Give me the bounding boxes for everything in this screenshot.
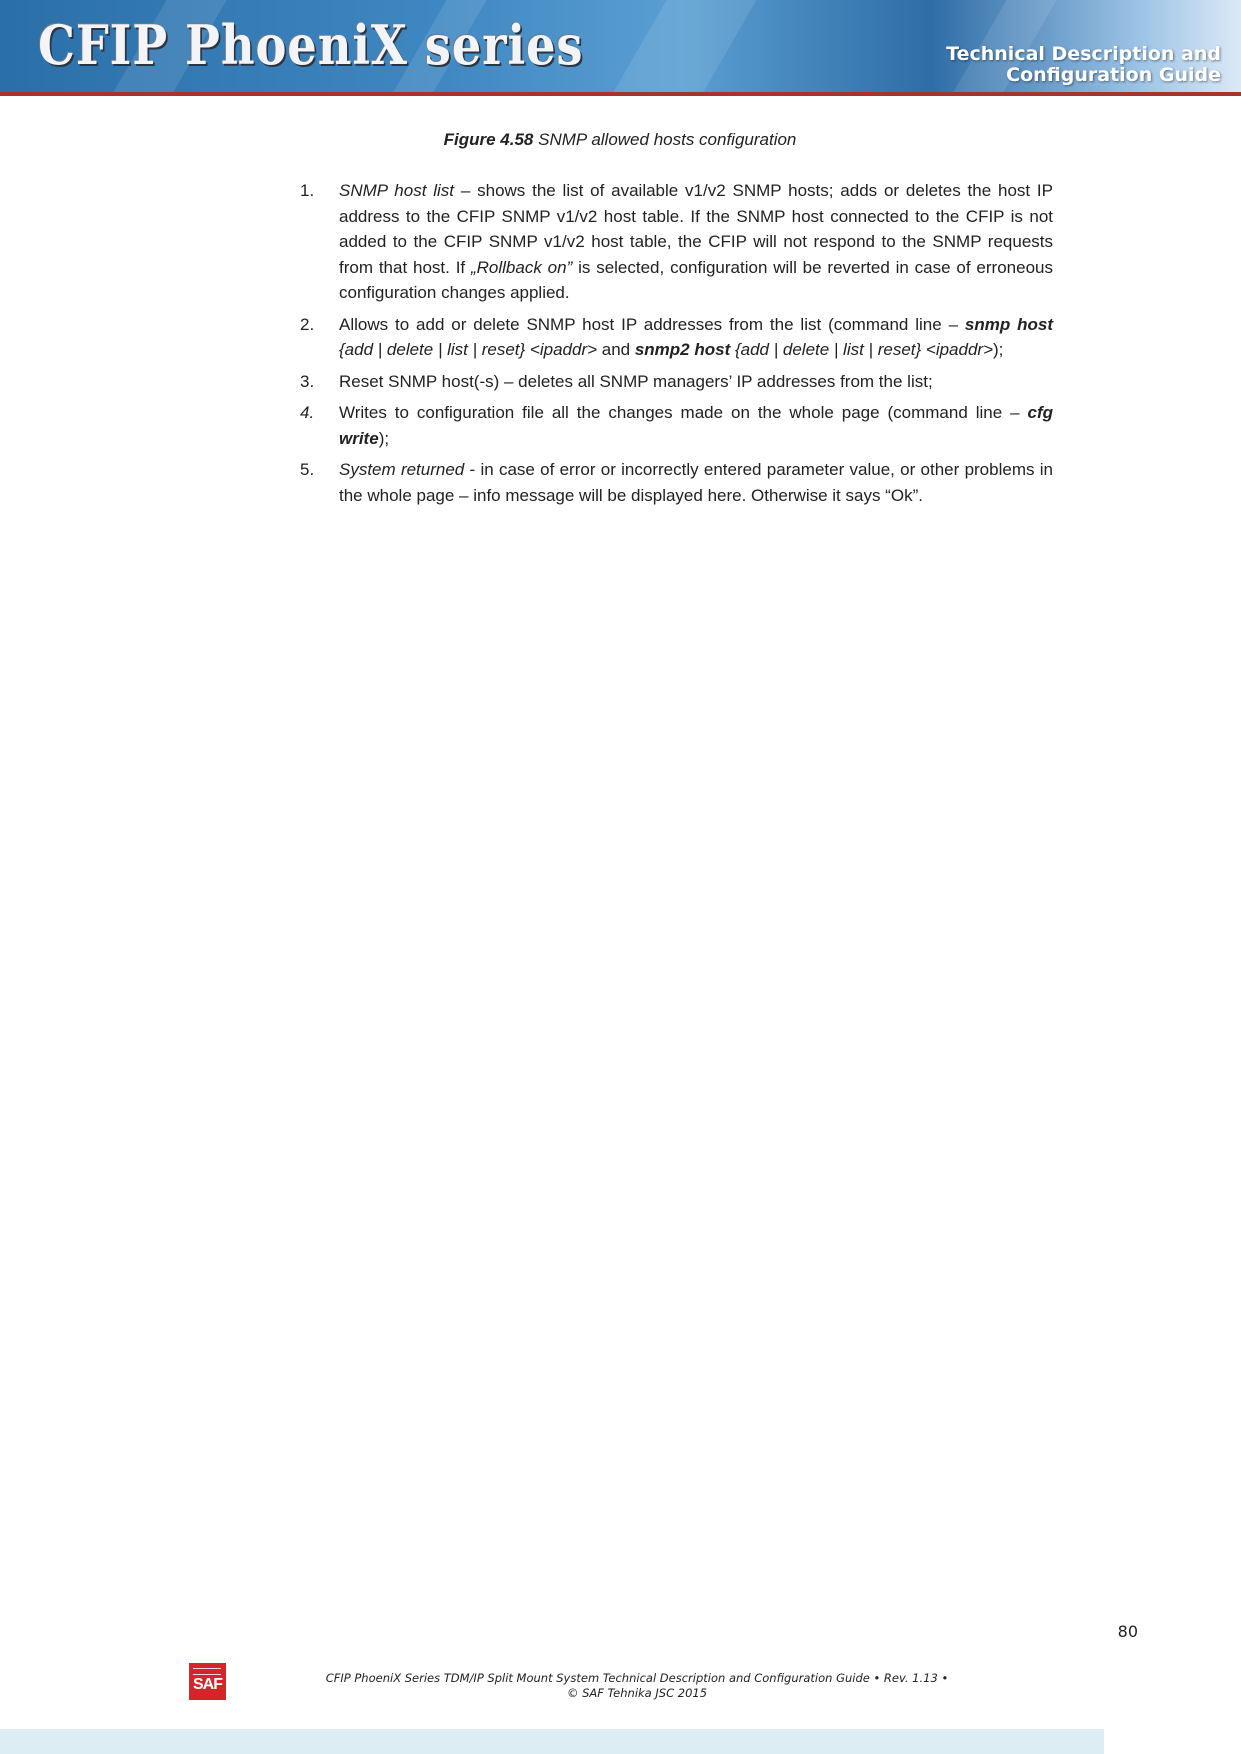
series-title: CFIP PhoeniX series: [38, 13, 584, 77]
description-list: [300, 178, 1053, 514]
item-text: - in case of error or incorrectly entered parameter value, or other problems in the whole page – info message will be displayed here. Otherwise it says “Ok”.: [339, 460, 1053, 505]
item-text: – shows the list of available v1/v2 SNMP hosts; adds or deletes the host IP address to the CFIP SNMP v1/v2 host table. If the SNMP host connected to the CFIP is not added to the CFIP SNMP v1/v2 host table, the CFIP will not respond to the SNMP requests from that host. If: [339, 181, 1053, 277]
command-args: {add | delete | list | reset} <ipaddr>: [339, 340, 598, 359]
item-text: Writes to configuration file all the changes made on the whole page (command line –: [339, 403, 1028, 422]
figure-caption-text: SNMP allowed hosts configuration: [538, 130, 797, 149]
guide-title-line2: Configuration Guide: [1006, 64, 1221, 86]
rollback-quote: „Rollback on”: [470, 257, 573, 277]
item-text: Allows to add or delete SNMP host IP addresses from the list (command line –: [339, 314, 965, 334]
item-text: );: [993, 340, 1004, 359]
command-cfg-write: cfg write: [339, 403, 1053, 448]
footer-band: [0, 1729, 1104, 1754]
footer-text: [270, 1671, 1004, 1701]
term-snmp-host-list: SNMP host list: [339, 181, 455, 200]
list-number: 5.: [300, 460, 315, 479]
saf-logo: [189, 1663, 226, 1700]
list-number: 4.: [300, 403, 315, 422]
page-header: [0, 0, 1241, 92]
footer-line1: CFIP PhoeniX Series TDM/IP Split Mount System Technical Description and Configuration Guide • Rev. 1.13 •: [325, 1671, 949, 1685]
item-text: Reset SNMP host(-s) – deletes all SNMP managers’ IP addresses from the list;: [339, 371, 933, 391]
term-system-returned: System returned: [339, 460, 465, 479]
figure-label: Figure 4.58: [443, 130, 534, 149]
logo-text: SAF: [193, 1676, 222, 1693]
figure-caption: [340, 130, 900, 150]
list-number: 2.: [300, 314, 315, 334]
command-snmp-host: snmp host: [964, 314, 1053, 334]
command-snmp2-host: snmp2 host: [634, 340, 731, 359]
list-number: 1.: [300, 181, 315, 200]
item-text: );: [378, 428, 390, 448]
list-item: [300, 369, 1053, 395]
guide-title: [946, 44, 1221, 86]
item-text: and: [597, 340, 635, 359]
guide-title-line1: Technical Description and: [946, 43, 1221, 65]
list-item: [300, 312, 1053, 363]
list-item: [300, 400, 1053, 451]
list-number: 3.: [300, 371, 315, 391]
list-item: [300, 457, 1053, 508]
list-item: [300, 178, 1053, 306]
header-rule: [0, 92, 1241, 96]
footer-line2: © SAF Tehnika JSC 2015: [566, 1686, 708, 1700]
page-number: 80: [1117, 1622, 1138, 1641]
command-args: {add | delete | list | reset} <ipaddr>: [730, 340, 994, 359]
item-text: is selected, configuration will be reverted in case of erroneous configuration changes applied.: [339, 257, 1053, 302]
